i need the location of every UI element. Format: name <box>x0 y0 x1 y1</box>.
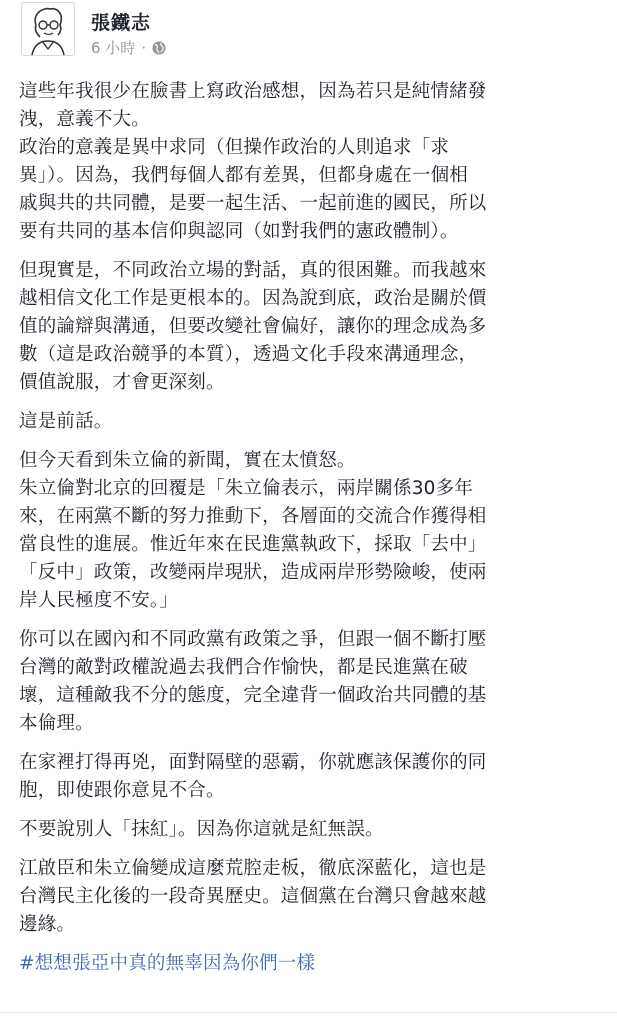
author-name[interactable]: 張鐵志 <box>91 12 152 34</box>
text-line: 這些年我很少在臉書上寫政治感想，因為若只是純情緒發 <box>19 81 487 102</box>
text-line: 台灣民主化後的一段奇異歷史。這個黨在台灣只會越來越 <box>19 886 487 907</box>
text-line: 要有共同的基本信仰與認同（如對我們的憲政體制）。 <box>19 221 459 242</box>
text-line: 越相信文化工作是更根本的。因為說到底，政治是關於價 <box>19 288 487 309</box>
text-line: 但現實是，不同政治立場的對話，真的很困難。而我越來 <box>19 260 487 281</box>
text-line: 本倫理。 <box>19 713 94 734</box>
text-line: 洩，意義不大。 <box>19 109 150 130</box>
text-line: 胞，即使跟你意見不合。 <box>19 780 225 801</box>
text-line: 在家裡打得再兇，面對隔壁的惡霸，你就應該保護你的同 <box>19 752 487 773</box>
paragraph <box>19 257 599 397</box>
text-line: 當良性的進展。惟近年來在民進黨執政下，採取「去中」 <box>19 534 487 555</box>
meta-separator: · <box>141 38 147 57</box>
author-portrait-icon <box>22 3 74 55</box>
text-line: 數（這是政治競爭的本質），透過文化手段來溝通理念， <box>19 344 478 365</box>
avatar[interactable] <box>21 2 75 56</box>
globe-icon[interactable] <box>152 41 166 55</box>
text-line: 岸人民極度不安。」 <box>19 590 179 611</box>
text-line: 朱立倫對北京的回覆是「朱立倫表示，兩岸關係30多年 <box>19 478 474 499</box>
text-line: 值的論辯與溝通，但要改變社會偏好，讓你的理念成為多 <box>19 316 487 337</box>
text-line: 但今天看到朱立倫的新聞，實在太憤怒。 <box>19 450 356 471</box>
text-line: 「反中」政策，改變兩岸現狀，造成兩岸形勢險峻，使兩 <box>19 562 487 583</box>
text-line: 壞，這種敵我不分的態度，完全違背一個政治共同體的基 <box>19 685 487 706</box>
paragraph <box>19 626 599 738</box>
text-line: 不要說別人「抹紅」。因為你這就是紅無誤。 <box>19 819 384 840</box>
text-line: 異」）。因為，我們每個人都有差異，但都身處在一個相 <box>19 165 469 186</box>
text-line: 你可以在國內和不同政黨有政策之爭，但跟一個不斷打壓 <box>19 629 487 650</box>
text-line: 江啟臣和朱立倫變成這麼荒腔走板，徹底深藍化，這也是 <box>19 858 487 879</box>
text-line: 台灣的敵對政權說過去我們合作愉快，都是民進黨在破 <box>19 657 468 678</box>
hashtag-link[interactable]: #想想張亞中真的無辜因為你們一樣 <box>19 953 316 974</box>
text-line: 政治的意義是異中求同（但操作政治的人則追求「求 <box>19 137 450 158</box>
post-time[interactable]: 6 小時 <box>91 39 136 57</box>
paragraph <box>19 855 599 939</box>
paragraph <box>19 78 599 246</box>
post-body <box>19 78 599 978</box>
text-line: 邊緣。 <box>19 914 76 935</box>
divider <box>0 1012 617 1013</box>
text-line: 戚與共的共同體，是要一起生活、一起前進的國民，所以 <box>19 193 487 214</box>
post-header <box>0 0 617 70</box>
text-line: 來，在兩黨不斷的努力推動下，各層面的交流合作獲得相 <box>19 506 487 527</box>
post-meta <box>91 37 166 58</box>
paragraph <box>19 816 599 844</box>
paragraph <box>19 447 599 615</box>
text-line: 這是前話。 <box>19 411 113 432</box>
text-line: 價值說服，才會更深刻。 <box>19 372 225 393</box>
paragraph <box>19 408 599 436</box>
paragraph <box>19 749 599 805</box>
